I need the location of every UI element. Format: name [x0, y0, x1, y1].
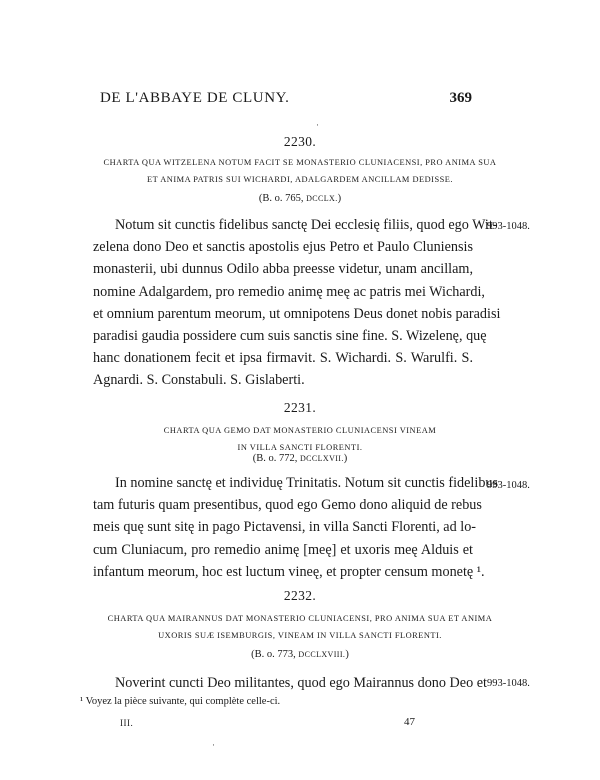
charter-date: 993-1048.	[487, 678, 530, 689]
text-line: meis quę sunt sitę in pago Pictavensi, in villa Sancti Florenti, ad lo-	[93, 519, 477, 536]
text-line: infantum meorum, hoc est luctum vineę, et propter censum monetę ¹.	[93, 563, 485, 580]
charter-body	[93, 214, 501, 392]
charter-title	[60, 154, 540, 188]
charter-source	[0, 193, 600, 204]
sheet-number: 47	[404, 716, 415, 728]
charter-number: 2232.	[283, 588, 317, 603]
text-line: hanc donationem fecit et ipsa firmavit. S. Wichardi. S. Warulfi. S.	[93, 350, 473, 367]
charter-title-line: CHARTA QUA GEMO DAT MONASTERIO CLUNIACENSI VINEAM	[163, 426, 437, 435]
charter-title-line: CHARTA QUA MAIRANNUS DAT MONASTERIO CLUNIACENSI, PRO ANIMA SUA ET ANIMA	[107, 614, 493, 623]
charter-title-line: CHARTA QUA WITZELENA NOTUM FACIT SE MONASTERIO CLUNIACENSI, PRO ANIMA SUA	[103, 158, 497, 167]
source-suffix: )	[345, 649, 349, 660]
page-number: 369	[449, 90, 472, 106]
source-suffix: )	[343, 453, 348, 464]
text-line: paradisi gaudia possidere cum suis sanctis sine fine. S. Wizelenę, quę	[93, 328, 487, 345]
text-line: tam futuris quam presentibus, quod ego Gemo dono aliquid de rebus	[93, 497, 482, 514]
text-line: cum Cluniacum, pro remedio animę [meę] et uxoris meę Alduis et	[93, 541, 473, 558]
footnote: ¹ Voyez la pièce suivante, qui complète celle-ci.	[80, 696, 281, 707]
source-numeral: DCCLXVII.	[299, 454, 344, 463]
print-speck: ·	[212, 740, 215, 750]
print-speck: ·	[316, 120, 319, 130]
running-head	[100, 90, 472, 110]
text-line: In nomine sanctę et individuę Trinitatis. Notum sit cunctis fidelibus	[115, 475, 499, 491]
source-prefix: (B. o. 772,	[252, 453, 298, 464]
charter-title-line: ET ANIMA PATRIS SUI WICHARDI, ADALGARDEM ANCILLAM DEDISSE.	[147, 175, 453, 184]
charter-source	[0, 649, 600, 660]
text-line: Notum sit cunctis fidelibus sanctę Dei ecclesię filiis, quod ego Wit-	[115, 217, 498, 233]
text-line: monasterii, ubi dunnus Odilo abba preesse videtur, unam ancillam,	[93, 261, 473, 278]
text-line: Agnardi. S. Constabuli. S. Gislaberti.	[93, 372, 305, 389]
charter-title-line: UXORIS SUÆ ISEMBURGIS, VINEAM IN VILLA SANCTI FLORENTI.	[158, 631, 442, 640]
source-numeral: DCCLXVIII.	[298, 650, 346, 659]
charter-date: 993-1048.	[487, 221, 530, 232]
charter-body	[93, 672, 487, 694]
charter-number: 2230.	[283, 134, 317, 149]
charter-date: 993-1048.	[487, 480, 530, 491]
charter-title	[60, 422, 540, 456]
text-line: et omnium parentum meorum, ut omnipotens Deus donet nobis paradisi	[93, 305, 501, 322]
charter-title	[60, 610, 540, 644]
text-line: zelena dono Deo et sanctis apostolis ejus Petro et Paulo Cluniensis	[93, 239, 473, 256]
text-line: nomine Adalgardem, pro remedio animę meę ac patris mei Wichardi,	[93, 283, 485, 300]
source-prefix: (B. o. 765,	[258, 193, 304, 204]
source-numeral: DCCLX.	[306, 194, 338, 203]
charter-number: 2231.	[283, 400, 317, 415]
text-line: Noverint cuncti Deo militantes, quod ego Mairannus dono Deo et	[115, 675, 487, 691]
source-prefix: (B. o. 773,	[251, 649, 296, 660]
charter-body	[93, 472, 499, 583]
signature-mark: III.	[120, 718, 134, 728]
running-title: DE L'ABBAYE DE CLUNY.	[100, 90, 290, 106]
source-suffix: )	[337, 193, 342, 204]
charter-source	[0, 453, 600, 464]
charter-title-line: IN VILLA SANCTI FLORENTI.	[237, 443, 363, 452]
